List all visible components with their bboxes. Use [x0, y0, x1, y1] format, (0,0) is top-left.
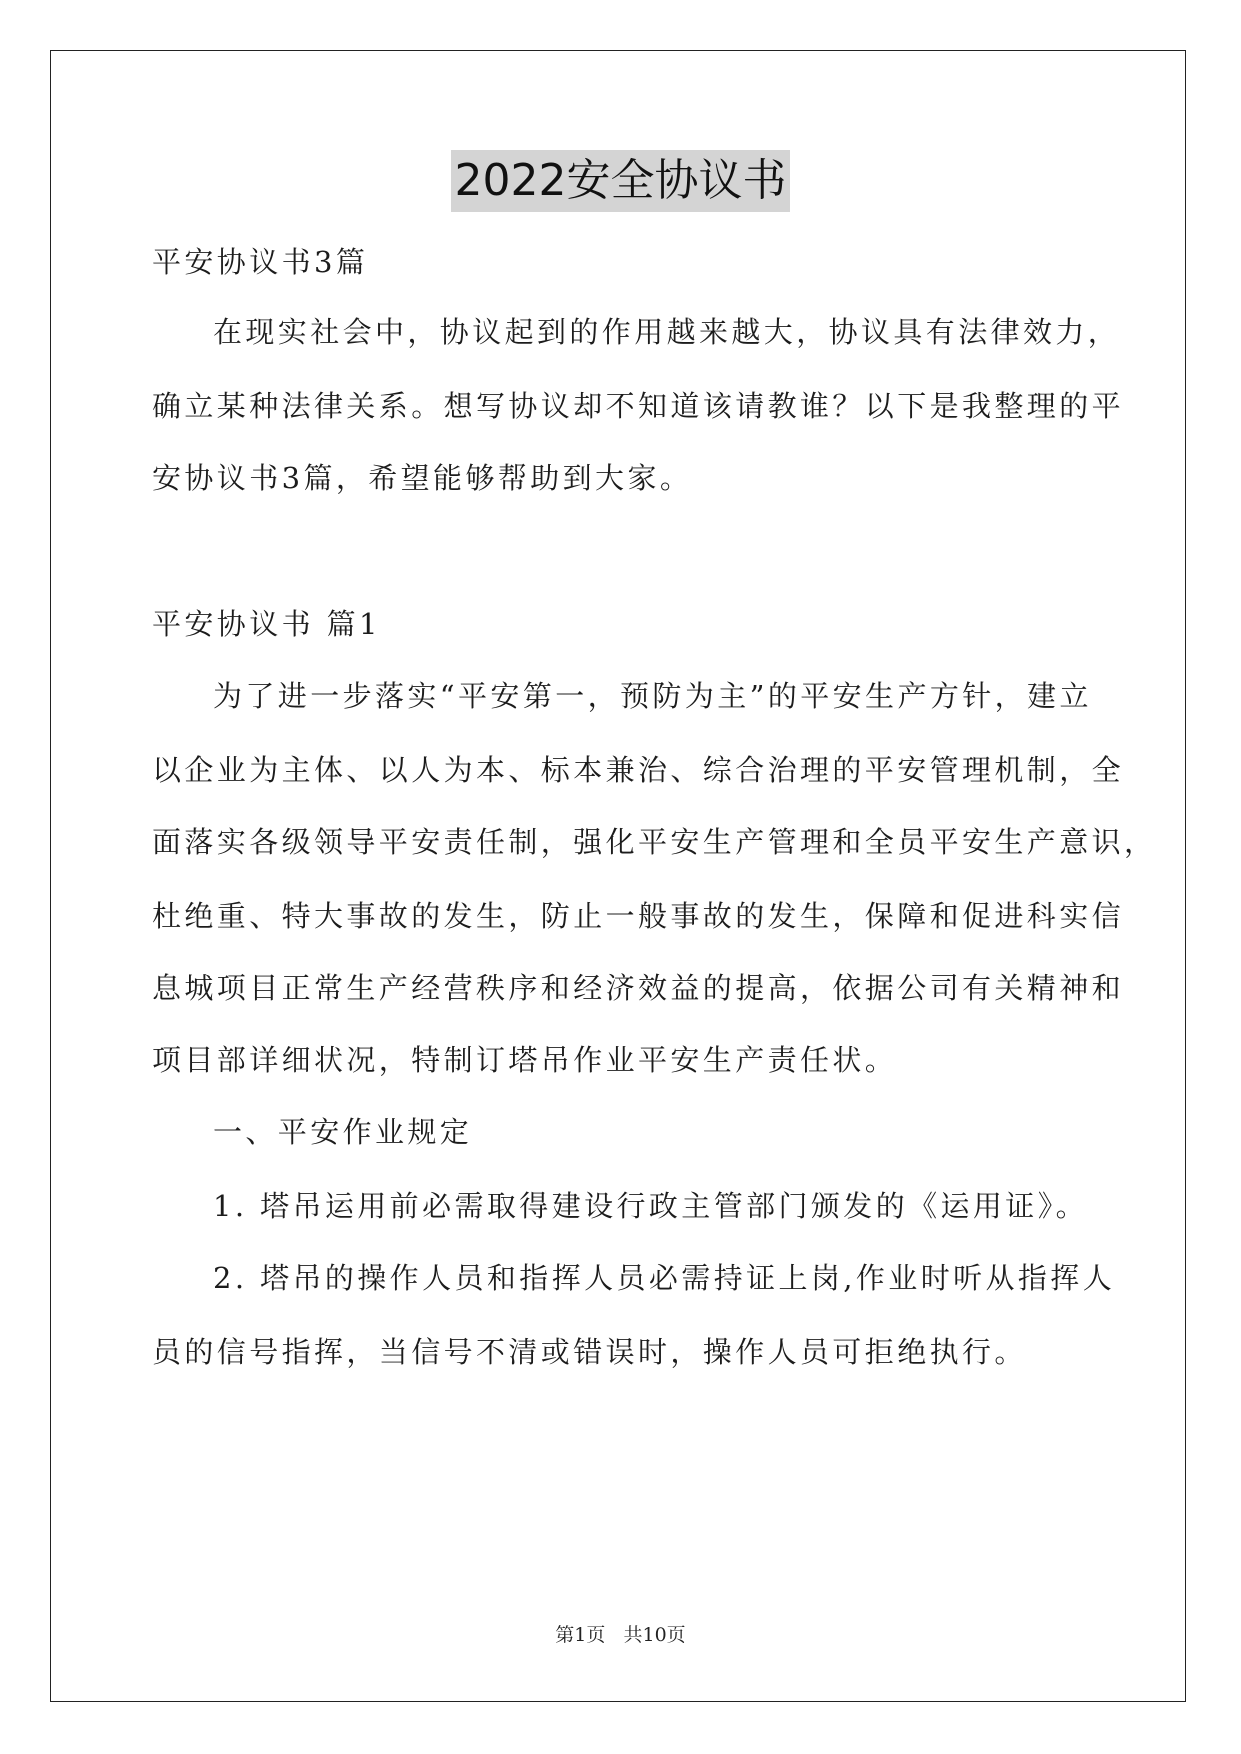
body-line-4: 杜绝重、特大事故的发生，防止一般事故的发生，保障和促进科实信 — [152, 899, 1125, 933]
rule-2-line-2: 员的信号指挥，当信号不清或错误时，操作人员可拒绝执行。 — [152, 1335, 1027, 1369]
intro-line-3: 安协议书3篇，希望能够帮助到大家。 — [152, 461, 693, 495]
body-line-6: 项目部详细状况，特制订塔吊作业平安生产责任状。 — [152, 1043, 898, 1077]
body-line-3: 面落实各级领导平安责任制，强化平安生产管理和全员平安生产意识， — [152, 825, 1157, 859]
page-border — [50, 50, 1186, 1702]
body-line-1: 为了进一步落实“平安第一，预防为主”的平安生产方针，建立 — [213, 679, 1092, 713]
rule-2-line-1: 2. 塔吊的操作人员和指挥人员必需持证上岗,作业时听从指挥人 — [213, 1261, 1116, 1295]
document-subtitle: 平安协议书3篇 — [152, 245, 369, 279]
document-title: 2022安全协议书 — [451, 150, 791, 212]
body-line-5: 息城项目正常生产经营秩序和经济效益的提高，依据公司有关精神和 — [152, 971, 1125, 1005]
intro-line-1: 在现实社会中，协议起到的作用越来越大，协议具有法律效力， — [213, 315, 1121, 349]
intro-line-2: 确立某种法律关系。想写协议却不知道该请教谁？以下是我整理的平 — [152, 389, 1125, 423]
page-footer: 第1页 共10页 — [555, 1624, 686, 1646]
title-container — [0, 150, 1241, 212]
section-heading: 平安协议书 篇1 — [152, 607, 381, 641]
rules-heading: 一、平安作业规定 — [213, 1115, 473, 1149]
body-line-2: 以企业为主体、以人为本、标本兼治、综合治理的平安管理机制，全 — [152, 753, 1125, 787]
rule-1: 1. 塔吊运用前必需取得建设行政主管部门颁发的《运用证》。 — [213, 1189, 1088, 1223]
